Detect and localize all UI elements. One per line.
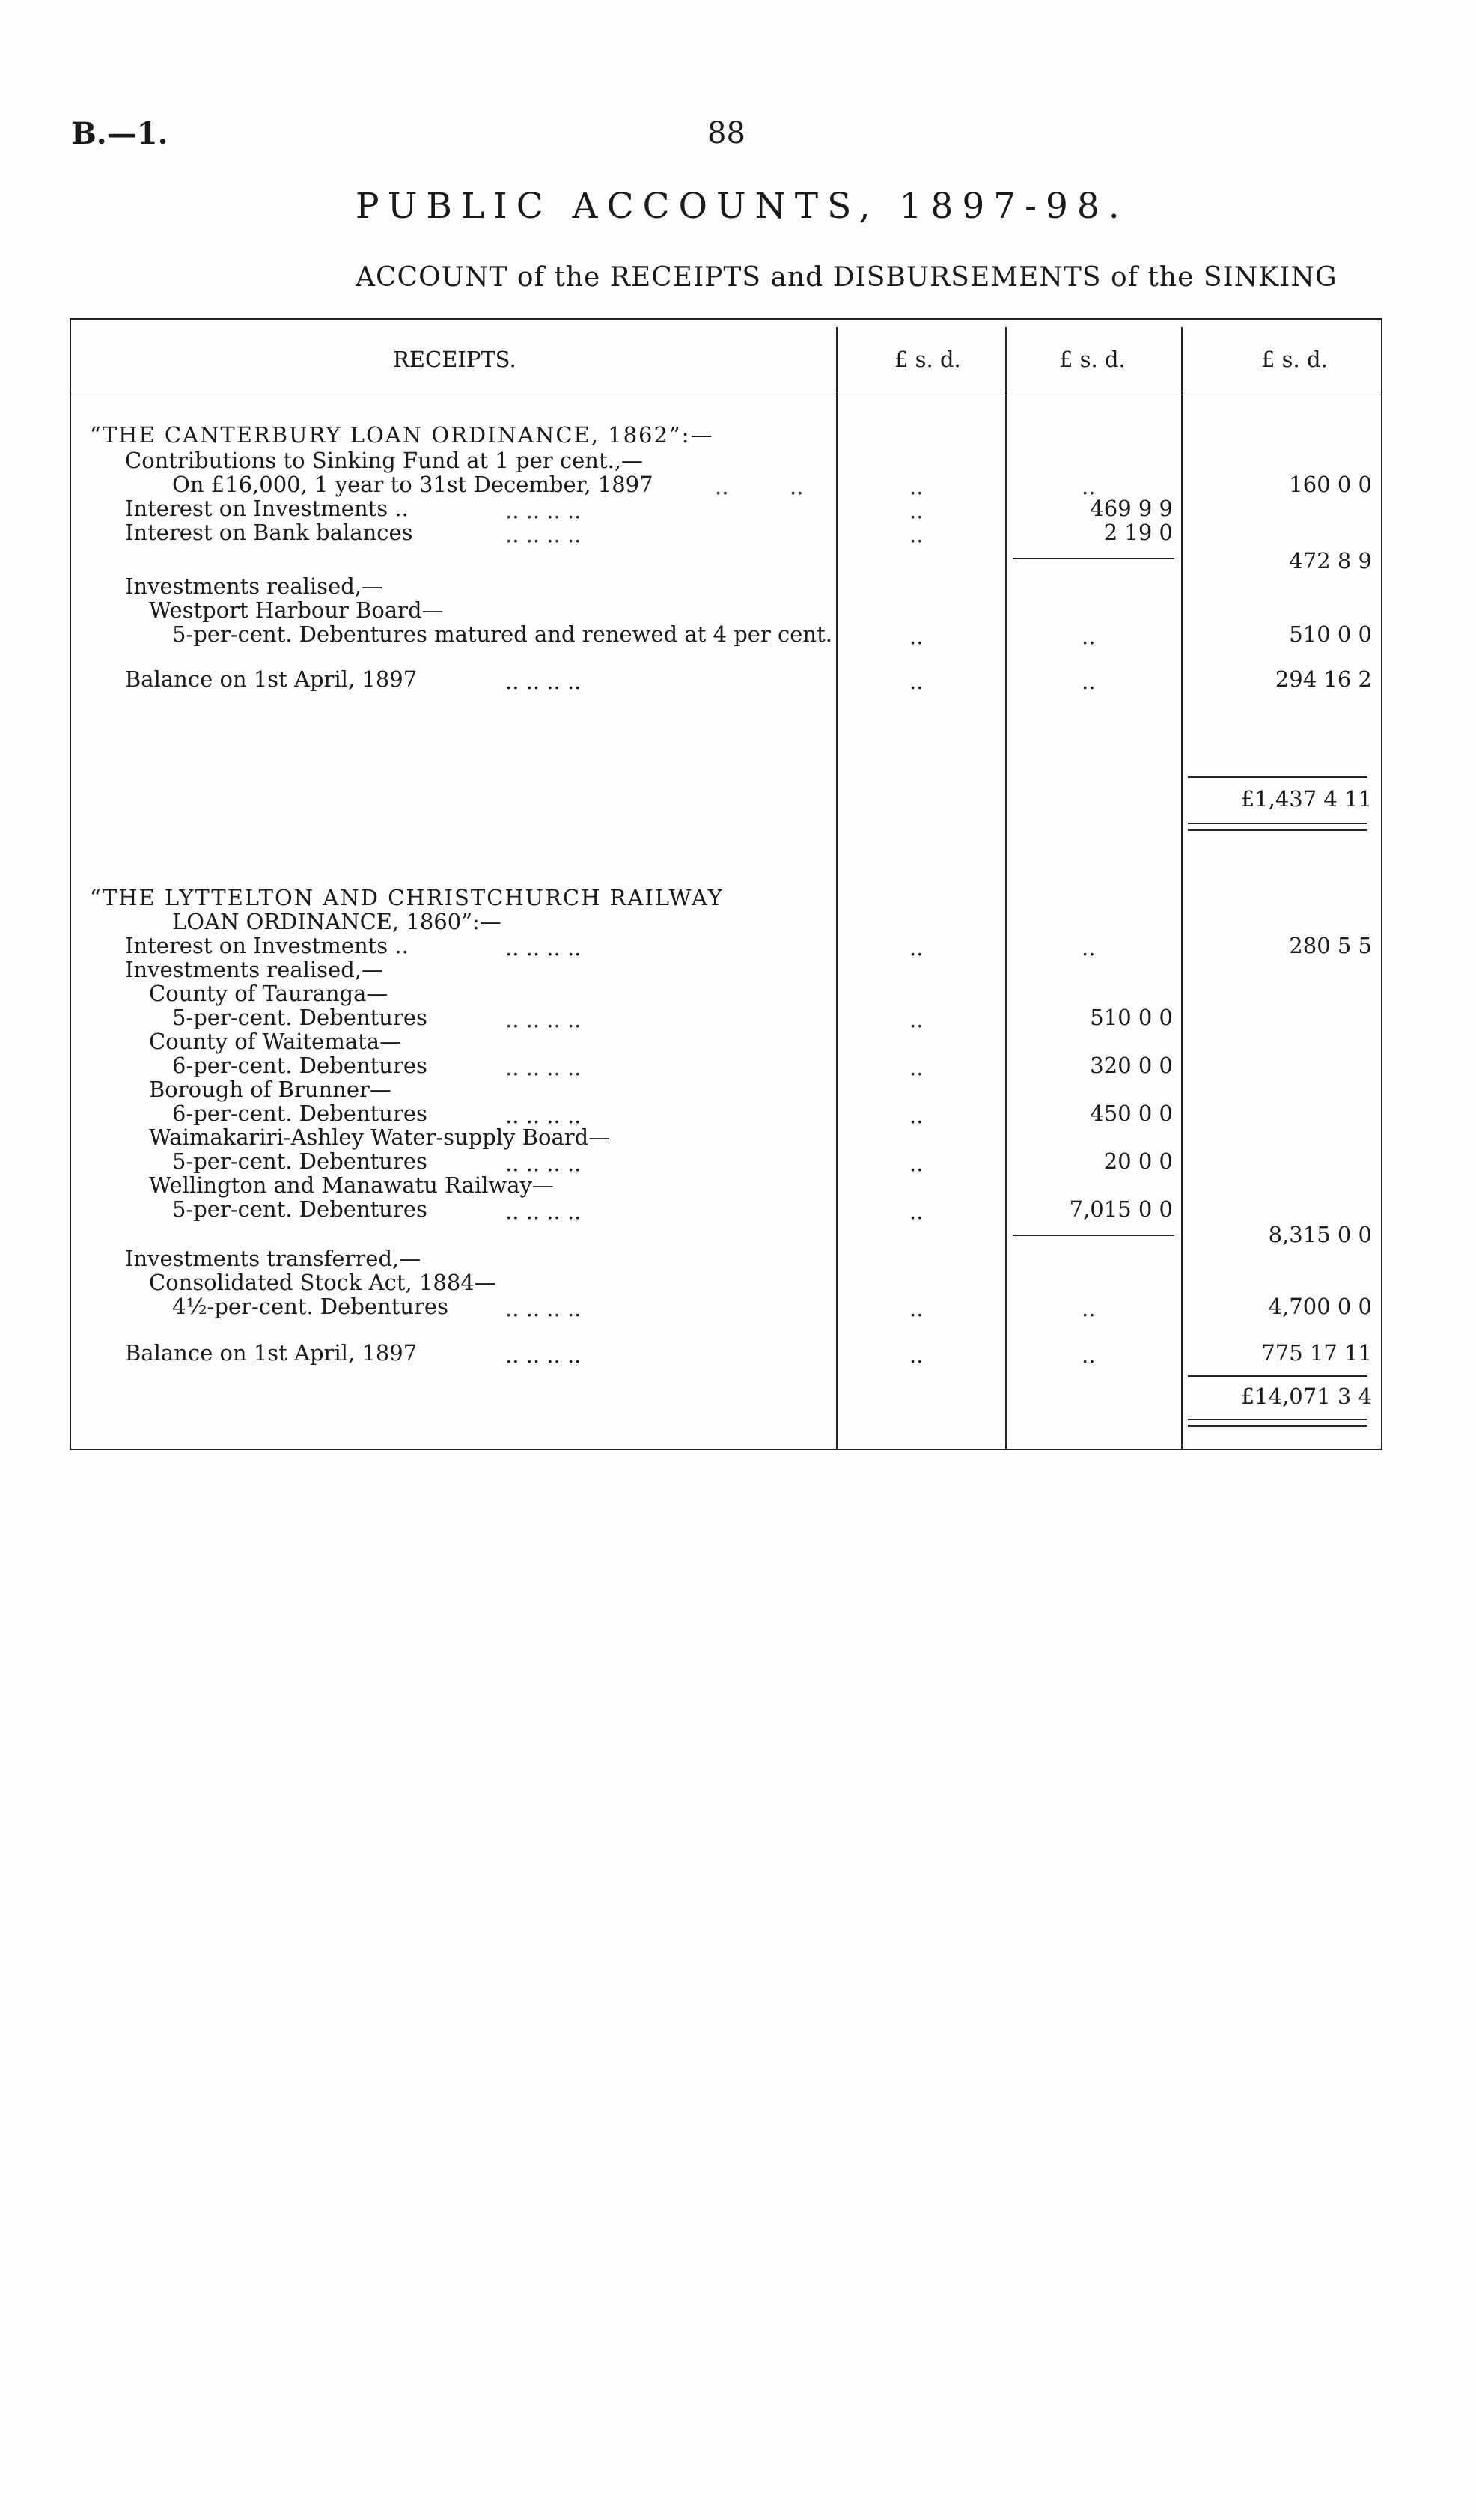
leader-dots: .. (1082, 669, 1096, 694)
total-double-rule (1188, 823, 1367, 831)
interest-bank-amount: 2 19 0 (1103, 520, 1173, 545)
leader-dots: .. .. .. .. (505, 1103, 582, 1128)
item-amount: 320 0 0 (1090, 1053, 1173, 1078)
lyttelton-heading-line2: LOAN ORDINANCE, 1860”:— (172, 909, 501, 934)
interest-investments-amount: 469 9 9 (1090, 496, 1173, 521)
leader-dots: .. (909, 1151, 924, 1176)
interest-total: 472 8 9 (1289, 548, 1372, 573)
canterbury-balance-label: Balance on 1st April, 1897 (125, 666, 418, 692)
leader-dots: .. (909, 1199, 924, 1224)
leader-dots: .. (1082, 935, 1096, 961)
leader-dots: .. .. .. .. (505, 1296, 582, 1321)
leader-dots: .. (909, 522, 924, 547)
interest-bank-label: Interest on Bank balances (125, 520, 413, 545)
leader-dots: .. .. .. .. (505, 522, 582, 547)
contributions-heading: Contributions to Sinking Fund at 1 per cent.,— (125, 448, 644, 473)
canterbury-balance-amount: 294 16 2 (1275, 666, 1372, 692)
leader-dots: .. .. .. .. (505, 1055, 582, 1080)
transferred-amount: 4,700 0 0 (1268, 1294, 1372, 1319)
leader-dots: .. (909, 1055, 924, 1080)
item-name: Waimakariri-Ashley Water-supply Board— (149, 1124, 611, 1150)
leader-dots: .. (1082, 1296, 1096, 1321)
lyttelton-realised-heading: Investments realised,— (125, 957, 383, 982)
leader-dots: .. .. .. .. (505, 1199, 582, 1224)
item-desc: 6-per-cent. Debentures (172, 1053, 427, 1078)
leader-dots: .. (1082, 624, 1096, 649)
lyttelton-balance-label: Balance on 1st April, 1897 (125, 1340, 418, 1366)
canterbury-total: £1,437 4 11 (1240, 786, 1372, 812)
leader-dots: .. (909, 624, 924, 649)
leader-dots: .. .. .. .. (505, 935, 582, 961)
total-rule (1188, 1375, 1367, 1377)
leader-dots: .. (909, 1103, 924, 1128)
leader-dots: .. (909, 498, 924, 523)
contributions-line: On £16,000, 1 year to 31st December, 1897 (172, 472, 653, 497)
item-desc: 5-per-cent. Debentures (172, 1196, 427, 1222)
leader-dots: .. .. .. .. (505, 1151, 582, 1176)
column-divider (836, 327, 838, 1449)
item-amount: 7,015 0 0 (1069, 1196, 1173, 1222)
leader-dots: .. .. .. .. (505, 669, 582, 694)
leader-dots: .. (790, 474, 804, 499)
leader-dots: .. .. .. .. (505, 498, 582, 523)
leader-dots: .. (909, 1007, 924, 1032)
transferred-sub: Consolidated Stock Act, 1884— (149, 1270, 496, 1295)
item-desc: 5-per-cent. Debentures (172, 1148, 427, 1174)
transferred-heading: Investments transferred,— (125, 1246, 421, 1271)
page-number: 88 (707, 116, 745, 150)
leader-dots: .. (1082, 1342, 1096, 1368)
investments-realised-heading: Investments realised,— (125, 573, 383, 599)
subtotal-rule (1013, 1235, 1174, 1236)
interest-investments-label: Interest on Investments .. (125, 496, 409, 521)
lyttelton-interest-label: Interest on Investments .. (125, 933, 409, 958)
column-2-header: £ s. d. (1059, 347, 1126, 372)
realised-total: 8,315 0 0 (1268, 1222, 1372, 1247)
item-amount: 510 0 0 (1090, 1005, 1173, 1030)
westport-heading: Westport Harbour Board— (149, 597, 444, 623)
leader-dots: .. .. .. .. (505, 1007, 582, 1032)
receipts-header: RECEIPTS. (393, 347, 516, 372)
lyttelton-heading: “THE LYTTELTON AND CHRISTCHURCH RAILWAY (90, 885, 724, 910)
item-name: Borough of Brunner— (149, 1077, 391, 1102)
leader-dots: .. (715, 474, 729, 499)
page-title: PUBLIC ACCOUNTS, 1897-98. (356, 186, 1129, 227)
lyttelton-balance-amount: 775 17 11 (1261, 1340, 1372, 1366)
westport-amount: 510 0 0 (1289, 621, 1372, 647)
leader-dots: .. .. .. .. (505, 1342, 582, 1368)
total-double-rule (1188, 1419, 1367, 1427)
subtotal-rule (1013, 558, 1174, 559)
column-divider (1005, 327, 1007, 1449)
item-name: County of Tauranga— (149, 981, 388, 1006)
leader-dots: .. (909, 1296, 924, 1321)
receipts-table (70, 318, 1382, 1450)
leader-dots: .. (909, 669, 924, 694)
leader-dots: .. (909, 474, 924, 499)
lyttelton-interest-amount: 280 5 5 (1289, 933, 1372, 958)
leader-dots: .. (909, 935, 924, 961)
item-name: County of Waitemata— (149, 1029, 402, 1054)
item-name: Wellington and Manawatu Railway— (149, 1172, 554, 1198)
canterbury-heading: “THE CANTERBURY LOAN ORDINANCE, 1862”:— (90, 422, 714, 448)
lyttelton-total: £14,071 3 4 (1240, 1384, 1372, 1409)
total-rule (1188, 776, 1367, 778)
item-amount: 450 0 0 (1090, 1101, 1173, 1126)
leader-dots: .. (909, 1342, 924, 1368)
westport-line: 5-per-cent. Debentures matured and renewed at 4 per cent. (172, 621, 832, 647)
contributions-amount: 160 0 0 (1289, 472, 1372, 497)
column-1-header: £ s. d. (894, 347, 961, 372)
report-reference: B.—1. (71, 116, 168, 151)
account-subtitle: ACCOUNT of the RECEIPTS and DISBURSEMENTS of the SINKING (356, 262, 1338, 293)
leader-dots: .. (1082, 474, 1096, 499)
transferred-line: 4½-per-cent. Debentures (172, 1294, 448, 1319)
item-desc: 6-per-cent. Debentures (172, 1101, 427, 1126)
item-desc: 5-per-cent. Debentures (172, 1005, 427, 1030)
column-3-header: £ s. d. (1261, 347, 1328, 372)
item-amount: 20 0 0 (1103, 1148, 1173, 1174)
